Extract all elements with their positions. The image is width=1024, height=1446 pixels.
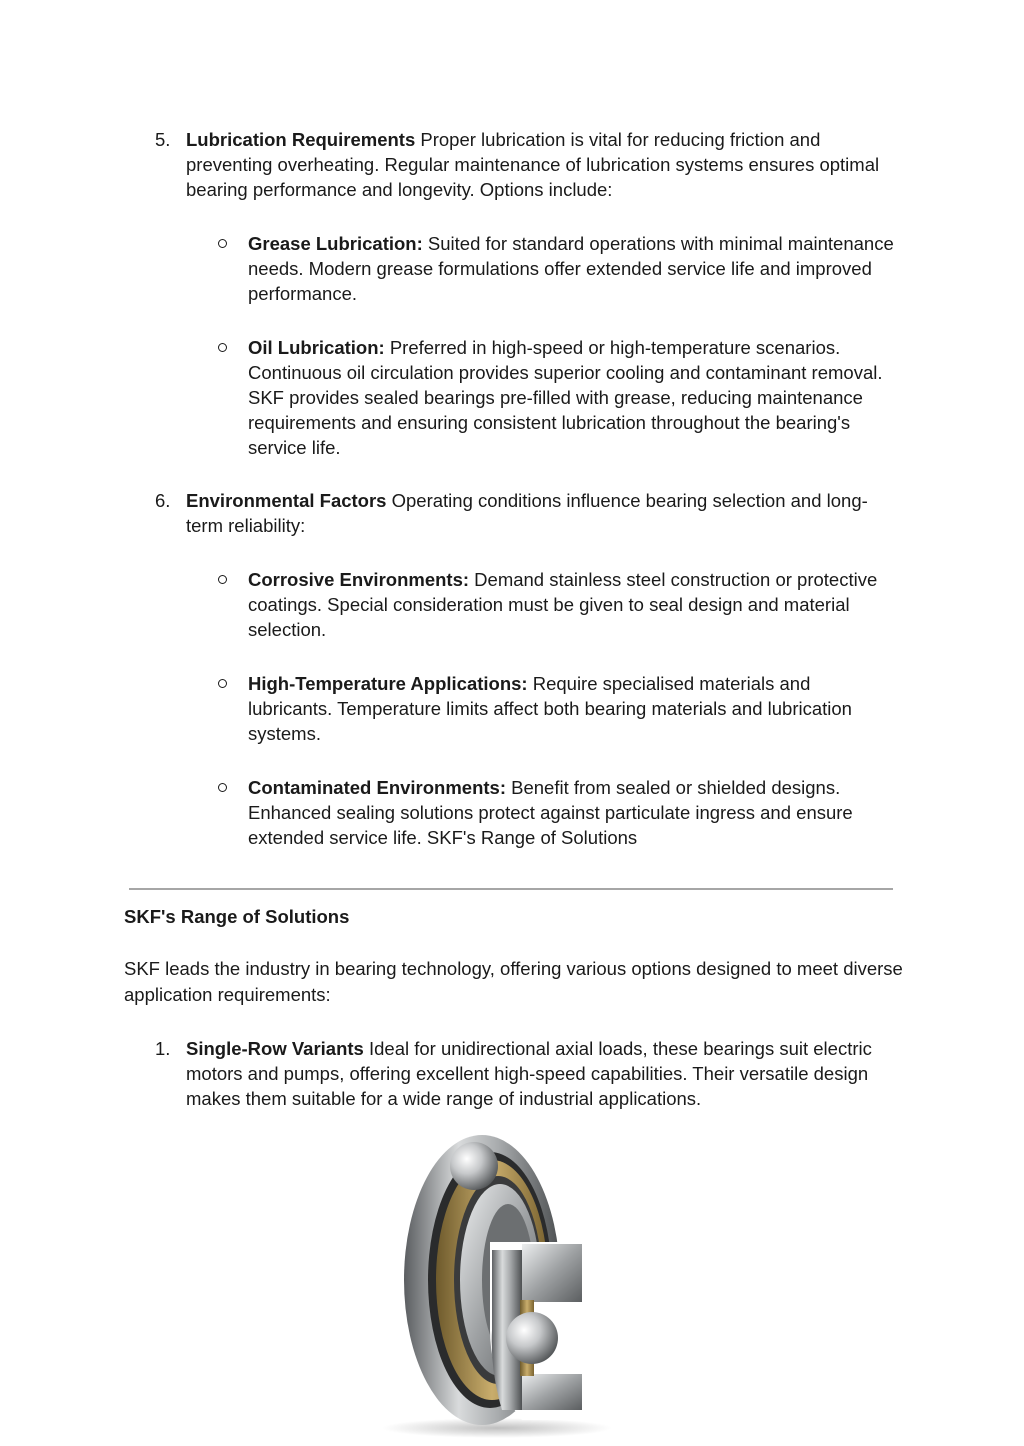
sub-item-text: Preferred in high-speed or high-temperature scenarios. Continuous oil circulation provides superior cooling and contaminant removal. SKF provides sealed bearings pre-filled with grease, reducing maintenance requirements and ensuring consistent lubrication throughout the bearing's service life. bbox=[248, 337, 883, 458]
list-number: 5. bbox=[155, 129, 171, 150]
sub-item-title: Corrosive Environments: bbox=[248, 569, 470, 590]
sub-item-text: Suited for standard operations with minimal maintenance needs. Modern grease formulations offer extended service life and improved performance. bbox=[248, 233, 894, 304]
hollow-bullet-icon bbox=[218, 239, 227, 248]
list-number: 1. bbox=[155, 1038, 171, 1059]
item-title: Lubrication Requirements bbox=[186, 129, 416, 150]
hollow-bullet-icon bbox=[218, 343, 227, 352]
sub-item-title: High-Temperature Applications: bbox=[248, 673, 528, 694]
sub-item-body bbox=[248, 671, 894, 746]
item-text: Proper lubrication is vital for reducing friction and preventing overheating. Regular maintenance of lubrication systems ensures optimal bearing performance and longevity. Options include: bbox=[186, 129, 880, 200]
item-title: Single-Row Variants bbox=[186, 1038, 364, 1059]
list-item-body bbox=[186, 1036, 896, 1111]
sub-item-body bbox=[248, 775, 894, 850]
sub-item-body bbox=[248, 567, 894, 642]
section-heading: SKF's Range of Solutions bbox=[124, 906, 350, 927]
horizontal-divider bbox=[129, 888, 893, 890]
item-text: Ideal for unidirectional axial loads, these bearings suit electric motors and pumps, offering excellent high-speed capabilities. Their versatile design makes them suitable for a wide range of industrial applications. bbox=[186, 1038, 872, 1109]
sub-item-title: Contaminated Environments: bbox=[248, 777, 506, 798]
item-title: Environmental Factors bbox=[186, 490, 387, 511]
list-number: 6. bbox=[155, 490, 171, 511]
list-item-body bbox=[186, 127, 896, 202]
sub-item-body bbox=[248, 231, 894, 306]
sub-item-text: Demand stainless steel construction or protective coatings. Special consideration must be given to seal design and material selection. bbox=[248, 569, 878, 640]
hollow-bullet-icon bbox=[218, 679, 227, 688]
bearing-image bbox=[372, 1130, 622, 1440]
list-item-body bbox=[186, 488, 896, 538]
hollow-bullet-icon bbox=[218, 783, 227, 792]
hollow-bullet-icon bbox=[218, 575, 227, 584]
sub-item-body bbox=[248, 335, 894, 460]
section-intro-paragraph: SKF leads the industry in bearing technology, offering various options designed to meet diverse application requirements: bbox=[124, 958, 903, 1005]
item-text: Operating conditions influence bearing selection and long-term reliability: bbox=[186, 490, 868, 536]
sub-item-title: Oil Lubrication: bbox=[248, 337, 385, 358]
sub-item-text: Benefit from sealed or shielded designs. Enhanced sealing solutions protect against particulate ingress and ensure extended service life. SKF's Range of Solutions bbox=[248, 777, 853, 848]
sub-item-title: Grease Lubrication: bbox=[248, 233, 423, 254]
sub-item-text: Require specialised materials and lubricants. Temperature limits affect both bearing materials and lubrication systems. bbox=[248, 673, 852, 744]
